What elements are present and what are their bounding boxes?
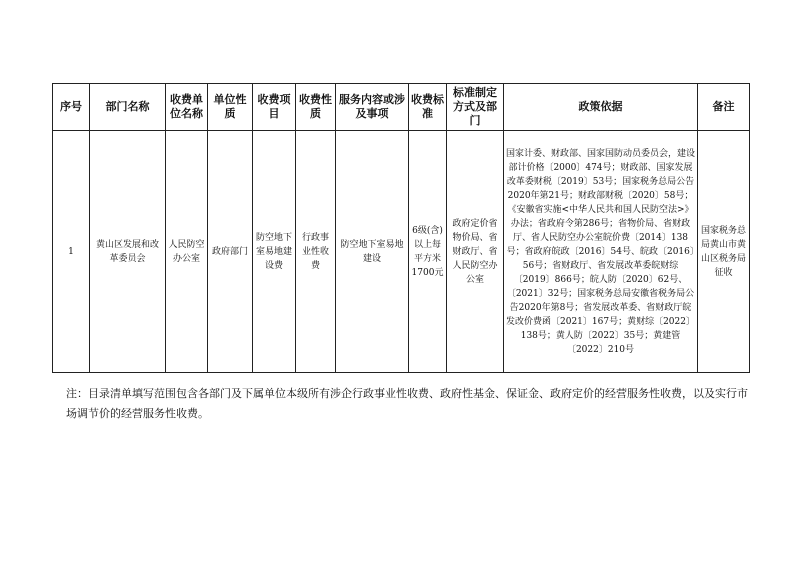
cell-unit-nature: 政府部门 bbox=[208, 131, 253, 373]
header-service: 服务内容或涉及事项 bbox=[336, 84, 409, 131]
cell-dept: 黄山区发展和改革委员会 bbox=[90, 131, 166, 373]
cell-seq: 1 bbox=[53, 131, 90, 373]
header-seq: 序号 bbox=[53, 84, 90, 131]
header-item: 收费项目 bbox=[253, 84, 296, 131]
header-dept: 部门名称 bbox=[90, 84, 166, 131]
header-policy: 政策依据 bbox=[504, 84, 698, 131]
header-remark: 备注 bbox=[698, 84, 750, 131]
cell-service: 防空地下室易地建设 bbox=[336, 131, 409, 373]
header-standard: 收费标准 bbox=[409, 84, 447, 131]
cell-policy: 国家计委、财政部、国家国防动员委员会，建设部计价格〔2000〕474号；财政部、国家发展改革委财税〔2019〕53号；国家税务总局公告2020年第21号；财政部财税〔2020〕58号；《安徽省实施<中华人民共和国人民防空法>》办法；省政府令第286号；省物价局、省财政厅、省人民防空办公室皖价费〔2014〕138号；省政府皖政〔2016〕54号、皖政〔2016〕56号；省财政厅、省发展改革委皖财综〔2019〕866号；皖人防〔2020〕62号、〔2021〕32号；国家税务总局安徽省税务局公告2020年第8号；省发展改革委、省财政厅皖发改价费函〔2021〕167号；黄财综〔2022〕138号；黄人防〔2022〕35号；黄建管〔2022〕210号 bbox=[504, 131, 698, 373]
header-unit: 收费单位名称 bbox=[166, 84, 208, 131]
table-header-row bbox=[53, 84, 750, 131]
cell-item: 防空地下室易地建设费 bbox=[253, 131, 296, 373]
cell-method: 政府定价省物价局、省财政厅、省人民防空办公室 bbox=[447, 131, 504, 373]
header-method: 标准制定方式及部门 bbox=[447, 84, 504, 131]
footnote: 注：目录清单填写范围包含各部门及下属单位本级所有涉企行政事业性收费、政府性基金、保证金、政府定价的经营服务性收费，以及实行市场调节价的经营服务性收费。 bbox=[66, 387, 748, 420]
cell-fee-nature: 行政事业性收费 bbox=[296, 131, 336, 373]
table-row bbox=[53, 131, 750, 373]
cell-remark: 国家税务总局黄山市黄山区税务局征收 bbox=[698, 131, 750, 373]
header-unit-nature: 单位性质 bbox=[208, 84, 253, 131]
header-fee-nature: 收费性质 bbox=[296, 84, 336, 131]
fee-catalog-table bbox=[52, 83, 750, 373]
cell-standard: 6级(含)以上每平方米1700元 bbox=[409, 131, 447, 373]
cell-unit: 人民防空办公室 bbox=[166, 131, 208, 373]
